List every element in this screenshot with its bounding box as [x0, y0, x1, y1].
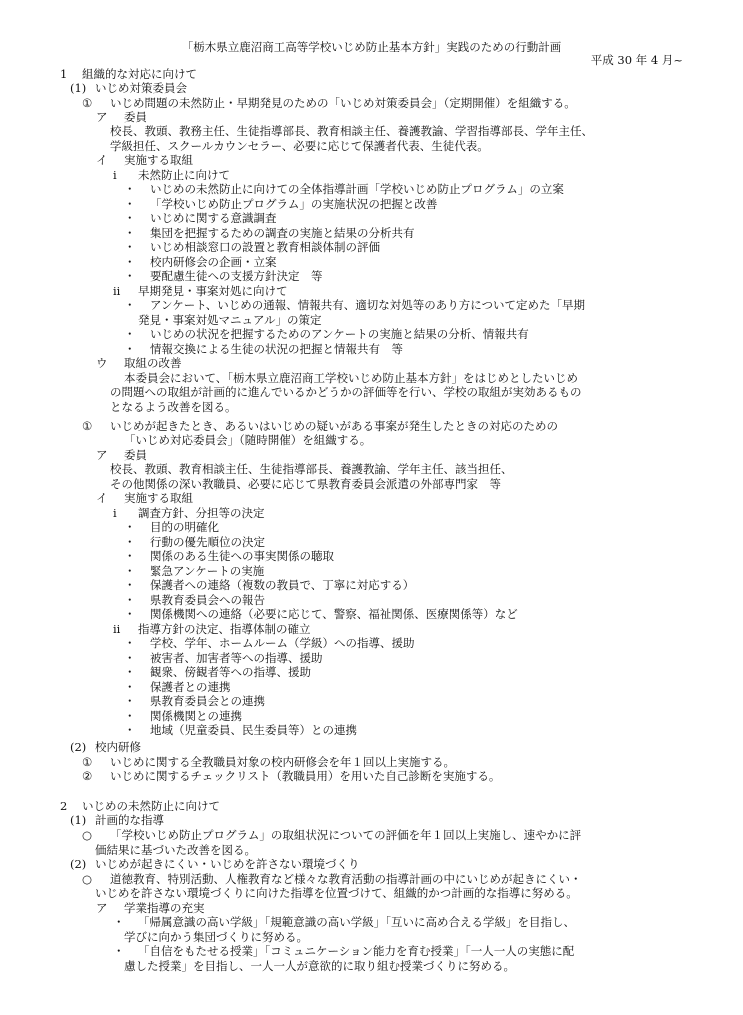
line-text: の問題への取組が計画的に進んでいるかどうかの評価等を行い、学校の取組が実効あるもの	[110, 385, 582, 399]
line-text: 学級担任、スクールカウンセラー、必要に応じて保護者代表、生徒代表。	[110, 139, 489, 153]
line-marker: ii	[113, 622, 121, 636]
line-marker: イ	[96, 153, 108, 167]
line-marker: (2)	[70, 740, 87, 754]
line-marker: ・	[124, 255, 136, 269]
line-marker: i	[113, 168, 117, 182]
line-marker: 2	[60, 799, 68, 813]
line-marker: ii	[113, 284, 121, 298]
line-text: 実施する取組	[124, 491, 193, 505]
line-marker: ・	[124, 327, 136, 341]
line-marker: ア	[96, 110, 108, 124]
line-text: いじめの未然防止に向けて	[82, 799, 220, 813]
line-marker: ・	[124, 226, 136, 240]
line-marker: ・	[124, 520, 136, 534]
line-marker: ・	[124, 342, 136, 356]
line-marker: ②	[82, 769, 93, 783]
line-text: 県教育委員会への報告	[150, 593, 265, 607]
line-text: 慮した授業」を目指し、一人一人が意欲的に取り組む授業づくりに努める。	[124, 959, 515, 973]
line-marker: ア	[96, 901, 108, 915]
line-text: 「学校いじめ防止プログラム」の実施状況の把握と改善	[150, 197, 438, 211]
line-text: 指導方針の決定、指導体制の確立	[138, 622, 311, 636]
line-marker: ・	[124, 211, 136, 225]
line-text: 観衆、傍観者等への指導、援助	[150, 665, 311, 679]
line-marker: ・	[124, 197, 136, 211]
line-marker: ・	[124, 636, 136, 650]
line-text: 被害者、加害者等への指導、援助	[150, 651, 323, 665]
line-text: 要配慮生徒への支援方針決定 等	[150, 269, 323, 283]
line-text: 早期発見・事案対処に向けて	[138, 284, 288, 298]
line-marker: ・	[124, 549, 136, 563]
line-text: いじめに関する全教職員対象の校内研修会を年１回以上実施する。	[110, 755, 455, 769]
line-marker: ①	[82, 96, 93, 110]
line-marker: (1)	[70, 813, 87, 827]
line-marker: 1	[60, 67, 68, 81]
line-text: 集団を把握するための調査の実施と結果の分析共有	[150, 226, 415, 240]
line-text: その他関係の深い教職員、必要に応じて県教育委員会派遣の外部専門家 等	[110, 477, 501, 491]
line-text: いじめに関するチェックリスト（教職員用）を用いた自己診断を実施する。	[110, 769, 501, 783]
line-text: 「学校いじめ防止プログラム」の取組状況についての評価を年１回以上実施し、速やかに評	[110, 828, 582, 842]
line-marker: ウ	[96, 356, 108, 370]
line-marker: ・	[124, 680, 136, 694]
line-text: 実施する取組	[124, 153, 193, 167]
line-marker: ・	[124, 269, 136, 283]
line-text: となるよう改善を図る。	[110, 400, 237, 414]
line-text: 学校、学年、ホームルーム（学級）への指導、援助	[150, 636, 415, 650]
line-marker: ・	[113, 915, 125, 929]
line-text: いじめ相談窓口の設置と教育相談体制の評価	[150, 240, 380, 254]
line-text: 発見・事案対処マニュアル」の策定	[138, 313, 322, 327]
line-text: 校長、教頭、教育相談主任、生徒指導部長、養護教諭、学年主任、該当担任、	[110, 462, 513, 476]
line-text: 本委員会において、「栃木県立鹿沼商工学校いじめ防止基本方針」をはじめとしたいじめ	[124, 371, 579, 385]
line-text: いじめ問題の未然防止・早期発見のための「いじめ対策委員会」（定期開催）を組織する。	[110, 96, 576, 110]
line-text: 学業指導の充実	[124, 901, 205, 915]
line-text: 校長、教頭、教務主任、生徒指導部長、教育相談主任、養護教諭、学習指導部長、学年主任、	[110, 124, 593, 138]
line-text: 調査方針、分担等の決定	[138, 506, 265, 520]
line-marker: (1)	[70, 81, 87, 95]
line-text: 目的の明確化	[150, 520, 219, 534]
line-text: 保護者との連携	[150, 680, 231, 694]
line-marker: イ	[96, 491, 108, 505]
line-marker: ○	[82, 828, 93, 842]
line-text: 保護者への連絡（複数の教員で、丁寧に対応する）	[150, 578, 415, 592]
line-marker: ①	[82, 419, 93, 433]
line-text: 「いじめ対応委員会」（随時開催）を組織する。	[124, 433, 372, 447]
line-text: 校内研修会の企画・立案	[150, 255, 277, 269]
line-text: いじめ対策委員会	[95, 81, 187, 95]
line-marker: ・	[124, 298, 136, 312]
line-text: 校内研修	[95, 740, 141, 754]
line-text: 価結果に基づいた改善を図る。	[95, 843, 256, 857]
line-text: いじめの未然防止に向けての全体指導計画「学校いじめ防止プログラム」の立案	[150, 182, 564, 196]
line-marker: ・	[124, 607, 136, 621]
line-marker: ア	[96, 448, 108, 462]
line-text: いじめが起きにくい・いじめを許さない環境づくり	[95, 857, 360, 871]
line-marker: ・	[124, 651, 136, 665]
document-title: 「栃木県立鹿沼商工高等学校いじめ防止基本方針」実践のための行動計画	[181, 40, 562, 54]
line-text: 学びに向かう集団づくりに努める。	[124, 930, 308, 944]
line-text: 「自信をもたせる授業」「コミュニケーション能力を育む授業」「一人一人の実態に配	[138, 944, 575, 958]
line-marker: ①	[82, 755, 93, 769]
line-text: 組織的な対応に向けて	[82, 67, 197, 81]
line-text: 「帰属意識の高い学級」「規範意識の高い学級」「互いに高め合える学級」を目指し、	[138, 915, 575, 929]
line-marker: ・	[124, 535, 136, 549]
line-text: 関係機関への連絡（必要に応じて、警察、福祉関係、医療関係等）など	[150, 607, 518, 621]
line-marker: ・	[124, 665, 136, 679]
line-text: 緊急アンケートの実施	[150, 564, 265, 578]
line-marker: ・	[124, 723, 136, 737]
line-text: 道徳教育、特別活動、人権教育など様々な教育活動の指導計画の中にいじめが起きにくい・	[110, 872, 582, 886]
line-text: 関係のある生徒への事実関係の聴取	[150, 549, 334, 563]
line-marker: ・	[113, 944, 125, 958]
line-text: 県教育委員会との連携	[150, 694, 265, 708]
line-text: いじめの状況を把握するためのアンケートの実施と結果の分析、情報共有	[150, 327, 529, 341]
line-text: 委員	[124, 110, 147, 124]
line-text: いじめを許さない環境づくりに向けた指導を位置づけて、組織的かつ計画的な指導に努める。	[95, 886, 578, 900]
line-text: 情報交換による生徒の状況の把握と情報共有 等	[150, 342, 403, 356]
line-marker: i	[113, 506, 117, 520]
line-marker: ・	[124, 593, 136, 607]
line-marker: ・	[124, 709, 136, 723]
line-text: 未然防止に向けて	[138, 168, 230, 182]
line-marker: ・	[124, 564, 136, 578]
line-marker: ・	[124, 240, 136, 254]
line-text: いじめに関する意識調査	[150, 211, 277, 225]
line-text: 計画的な指導	[95, 813, 164, 827]
line-marker: ○	[82, 872, 93, 886]
line-text: 取組の改善	[124, 356, 182, 370]
line-marker: ・	[124, 694, 136, 708]
line-text: 委員	[124, 448, 147, 462]
document-date: 平成 30 年 4 月~	[590, 53, 683, 67]
line-marker: ・	[124, 182, 136, 196]
line-marker: ・	[124, 578, 136, 592]
line-text: 関係機関との連携	[150, 709, 242, 723]
line-text: 地域（児童委員、民生委員等）との連携	[150, 723, 357, 737]
line-marker: (2)	[70, 857, 87, 871]
line-text: いじめが起きたとき、あるいはいじめの疑いがある事案が発生したときの対応のための	[110, 419, 559, 433]
line-text: 行動の優先順位の決定	[150, 535, 265, 549]
line-text: アンケート、いじめの通報、情報共有、適切な対処等のあり方について定めた「早期	[150, 298, 586, 312]
